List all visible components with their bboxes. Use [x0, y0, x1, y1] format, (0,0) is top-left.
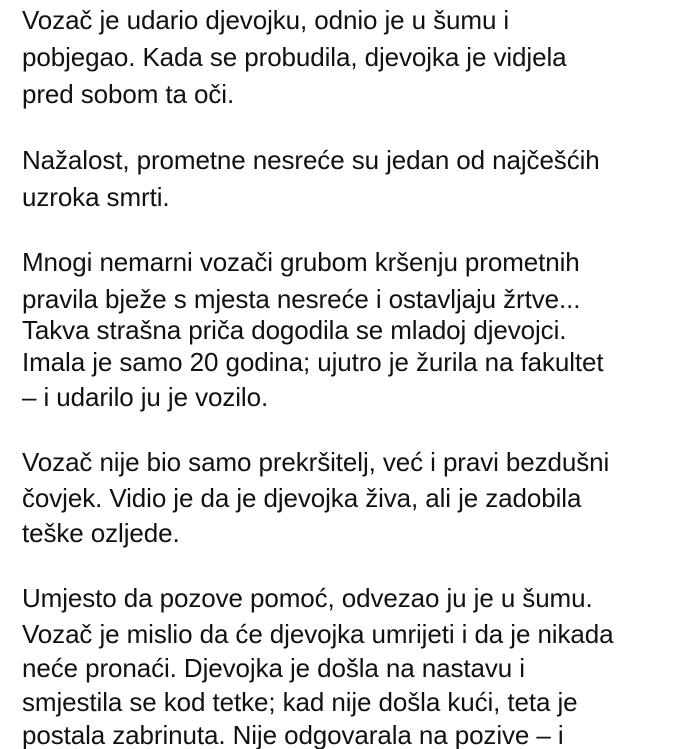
text-line: Mnogi nemarni vozači grubom kršenju prometnih — [22, 247, 580, 277]
text-line: pred sobom ta oči. — [22, 79, 235, 109]
text-line: Umjesto da pozove pomoć, odvezao ju je u šumu. — [22, 583, 593, 613]
text-line: Takva strašna priča dogodila se mladoj djevojci. — [22, 315, 567, 345]
text-line: Vozač je udario djevojku, odnio je u šumu i — [22, 5, 510, 35]
text-line: Imala je samo 20 godina; ujutro je žurila na fakultet — [22, 347, 604, 377]
text-line: postala zabrinuta. Nije odgovarala na pozive – i — [22, 720, 564, 749]
text-line: teške ozljede. — [22, 518, 180, 548]
text-line: smjestila se kod tetke; kad nije došla kući, teta je — [22, 687, 578, 717]
text-line: pobjegao. Kada se probudila, djevojka je vidjela — [22, 42, 567, 72]
text-line: pravila bježe s mjesta nesreće i ostavljaju žrtve... — [22, 284, 581, 314]
text-line: Nažalost, prometne nesreće su jedan od najčešćih — [22, 145, 600, 175]
text-line: – i udarilo ju je vozilo. — [22, 382, 269, 412]
text-line: uzroka smrti. — [22, 182, 170, 212]
text-line: Vozač je mislio da će djevojka umrijeti i da je nikada — [22, 619, 614, 649]
text-line: neće pronaći. Djevojka je došla na nastavu i — [22, 653, 525, 683]
text-line: čovjek. Vidio je da je djevojka živa, ali je zadobila — [22, 483, 582, 513]
text-line: Vozač nije bio samo prekršitelj, već i pravi bezdušni — [22, 447, 610, 477]
